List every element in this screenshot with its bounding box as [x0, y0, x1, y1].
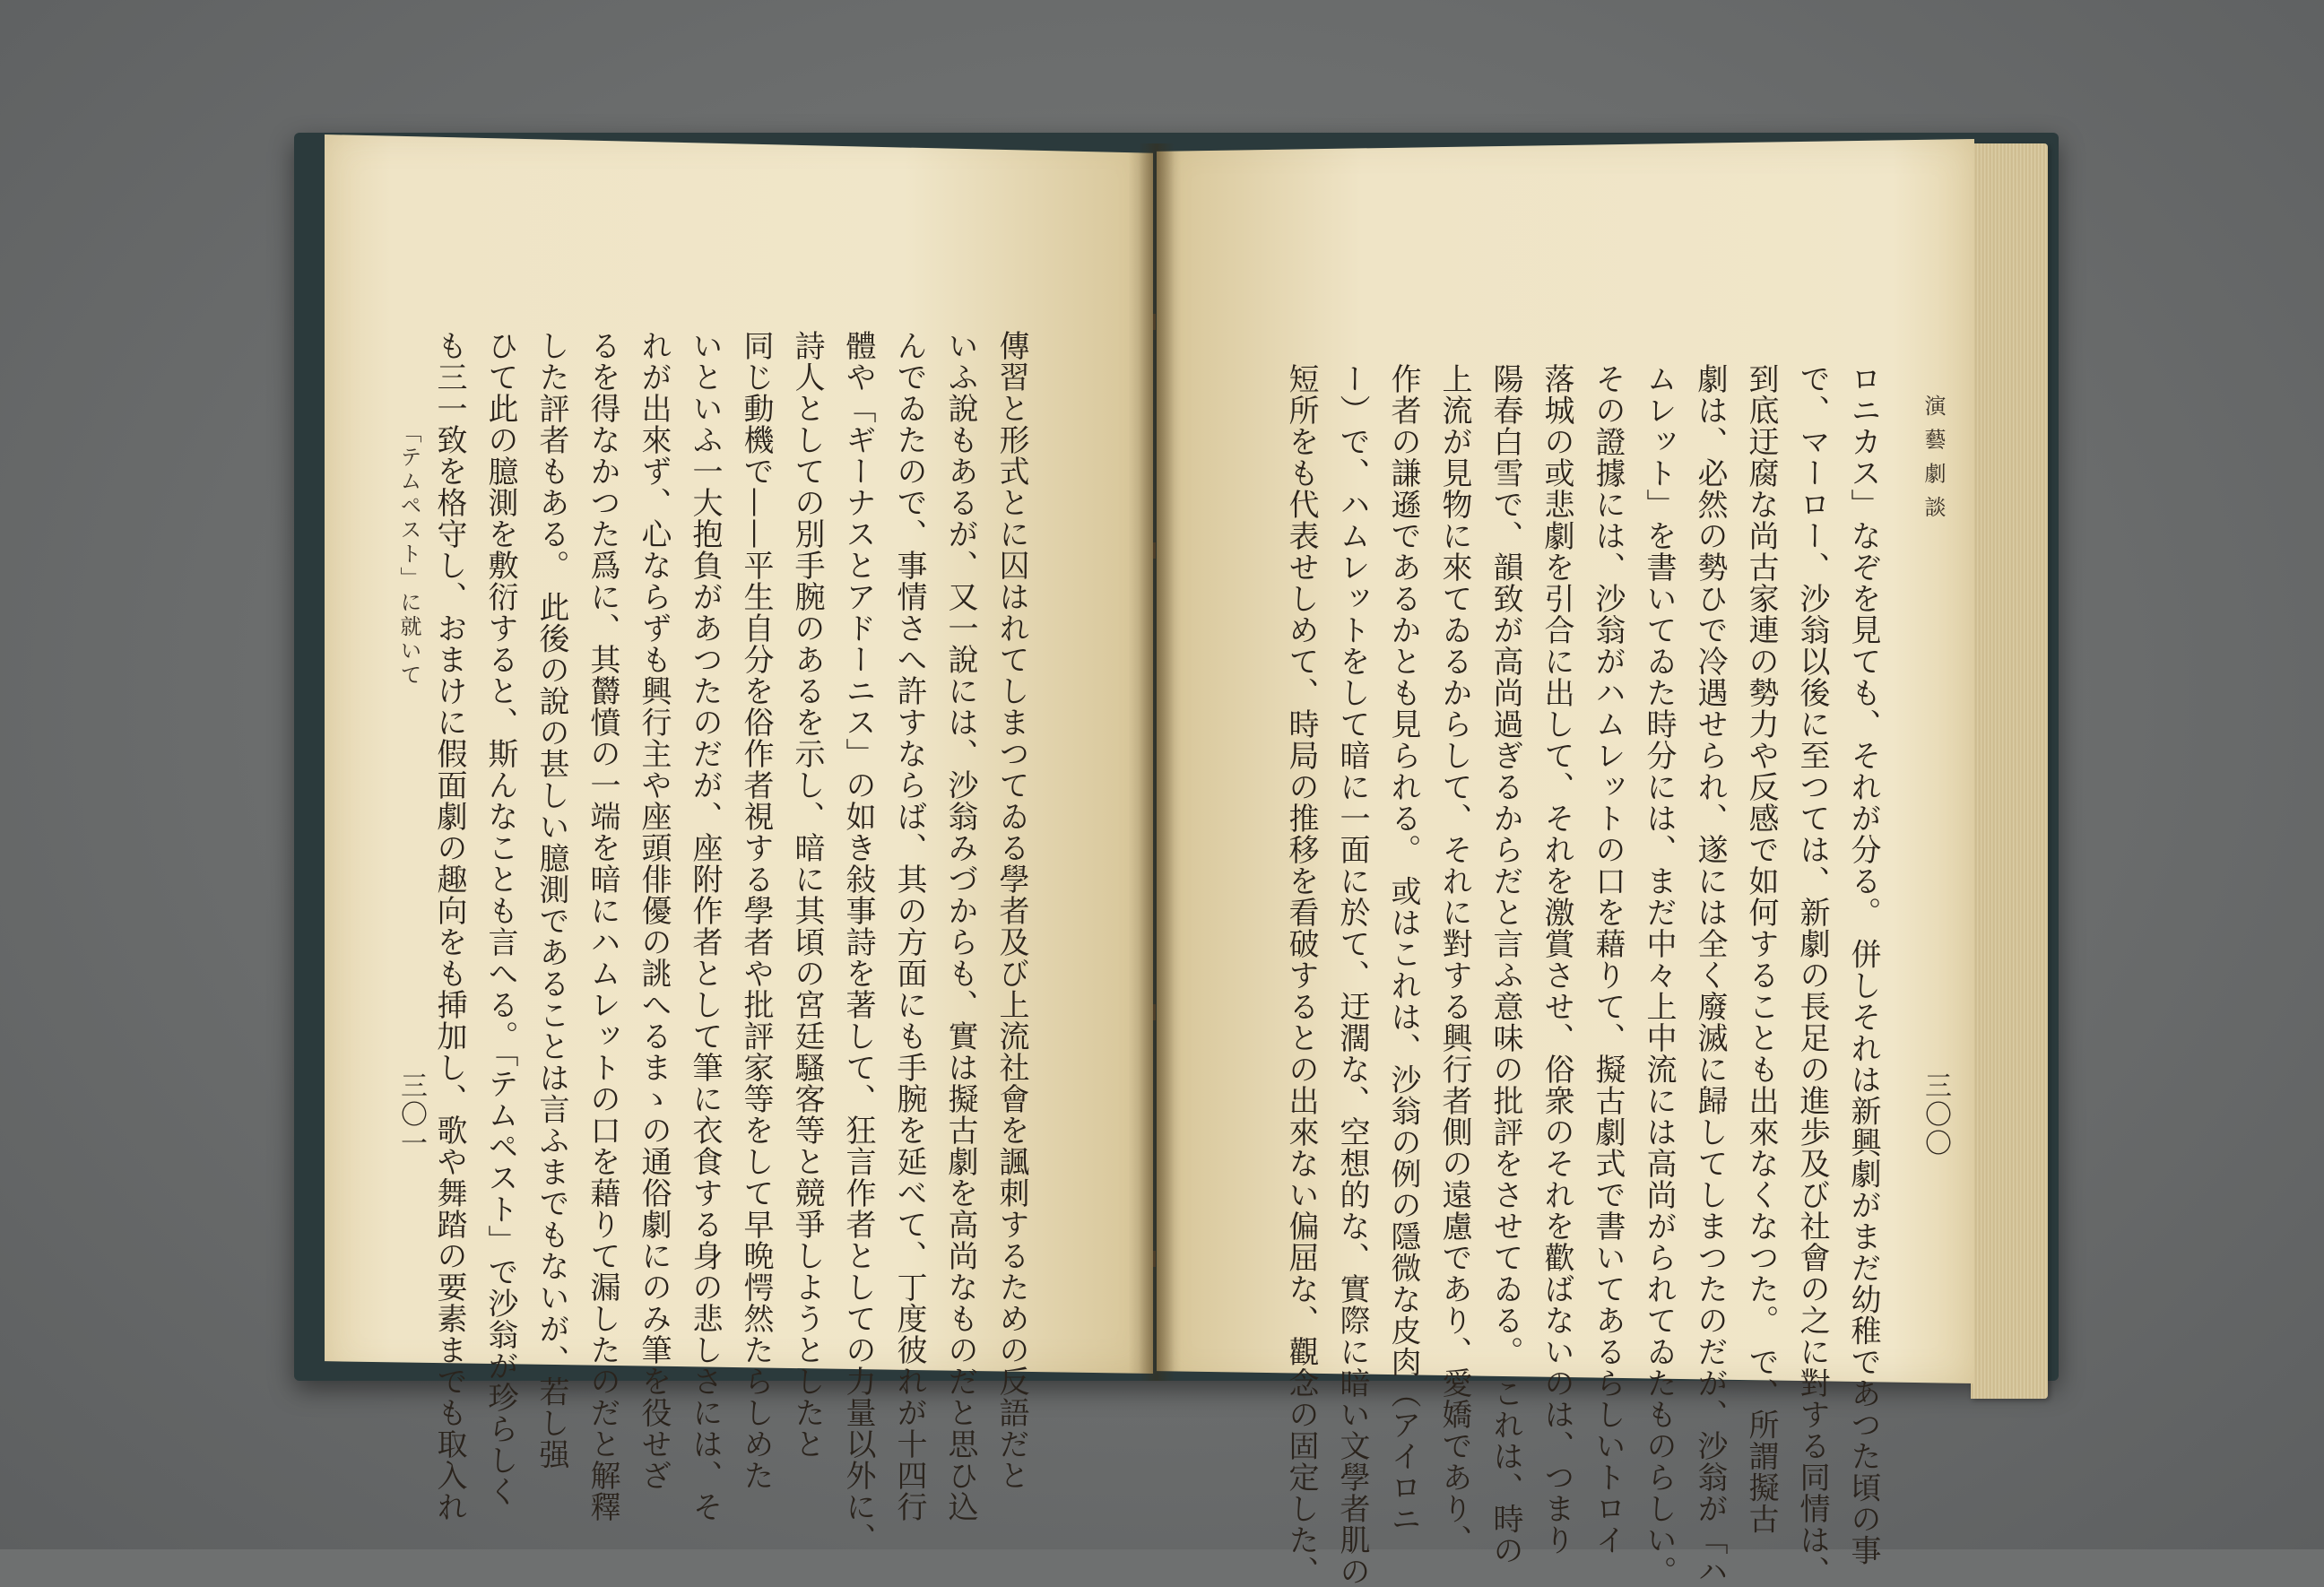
binding-stitch — [1153, 1004, 1156, 1020]
text-line: 劇は、必然の勢ひで冷遇せられ、遂には全く廢滅に歸してしまつたのだが、沙翁が「ハ — [1692, 363, 1728, 1587]
binding-stitch — [1153, 542, 1156, 559]
text-line: ムレット」を書いてゐた時分には、まだ中々上中流には高尚がられてゐたものらしい。 — [1641, 363, 1677, 1587]
running-head-left: 「テムペスト」に就いて — [396, 421, 421, 688]
book-gutter — [1139, 143, 1175, 1381]
text-line: 上流が見物に來てゐるからして、それに對する興行者側の遠慮であり、愛嬌であり、 — [1436, 363, 1472, 1556]
text-line: も三一致を格守し、おまけに假面劇の趣向をも挿加し、歌や舞踏の要素までも取入れ — [431, 330, 467, 1522]
text-line: 作者の謙遜であるかとも見られる。 或はこれは、沙翁の例の隱微な皮肉（アイロニ — [1385, 363, 1421, 1535]
text-line: 陽春白雪で、韻致が高尚過ぎるからだと言ふ意味の批評をさせてゐる。 これは、時の — [1487, 363, 1523, 1566]
text-line: んでゐたので、事情さへ許すならば、其の方面にも手腕を延べて、丁度彼れが十四行 — [891, 330, 927, 1522]
text-line: るを得なかつた爲に、其欝憤の一端を暗にハムレットの口を藉りて漏したのだと解釋 — [585, 330, 620, 1522]
text-line: した評者もある。 此後の說の甚しい臆測であることは言ふまでもないが、若し强 — [533, 330, 569, 1470]
running-head-right: 演 藝 劇 談 — [1921, 395, 1946, 520]
binding-stitch — [1153, 1251, 1156, 1267]
text-line: ロニカス」なぞを見ても、それが分る。 併しそれは新興劇がまだ幼稚であつた頃の事 — [1845, 363, 1881, 1566]
text-line: で、マーロー、沙翁以後に至つては、新劇の長足の進歩及び社會の之に對する同情は、 — [1794, 363, 1830, 1587]
text-line: 落城の或悲劇を引合に出して、それを激賞させ、俗衆のそれを歡ばないのは、つまり — [1539, 363, 1574, 1556]
text-line: ー）で、ハムレットをして暗に一面に於て、迂濶な、空想的な、實際に暗い文學者肌の — [1334, 363, 1370, 1587]
text-line: 體や「ギーナスとアドーニス」の如き敍事詩を著して、狂言作者としての力量以外に、 — [840, 330, 876, 1554]
page-edges — [1971, 143, 2048, 1399]
text-line: 傳習と形式とに囚はれてしまつてゐる學者及び上流社會を諷刺するための反語だと — [993, 330, 1029, 1491]
text-line: 同じ動機で——平生自分を俗作者視する學者や批評家等をして早晩愕然たらしめた — [738, 330, 774, 1491]
text-line: 短所をも代表せしめて、時局の推移を看破するとの出來ない偏屈な、觀念の固定した、 — [1283, 363, 1319, 1587]
text-line: いふ說もあるが、又一說には、沙翁みづからも、實は擬古劇を高尚なものだと思ひ込 — [942, 330, 978, 1522]
page-number-right: 三〇〇 — [1920, 1071, 1951, 1158]
text-line: 到底迂腐な尚古家連の勢力や反感で如何することも出來なくなつた。 で、所謂擬古 — [1743, 363, 1779, 1535]
text-line: ひて此の臆測を敷衍すると、斯んなことも言へる。「テムペスト」で沙翁が珍らしく — [482, 330, 518, 1507]
text-line: その證據には、沙翁がハムレットの口を藉りて、擬古劇式で書いてあるらしいトロイ — [1590, 363, 1626, 1556]
text-line: いといふ一大抱負があつたのだが、座附作者として筆に衣食する身の悲しさには、そ — [687, 330, 723, 1522]
text-line: れが出來ず、心ならずも興行主や座頭俳優の誂へるまゝの通俗劇にのみ筆を役せざ — [636, 330, 672, 1491]
binding-stitch — [1153, 314, 1156, 330]
text-line: 詩人としての別手腕のあるを示し、暗に其頃の宮廷騷客等と競爭しようとしたと — [789, 330, 825, 1460]
page-number-left: 三〇一 — [395, 1071, 427, 1158]
